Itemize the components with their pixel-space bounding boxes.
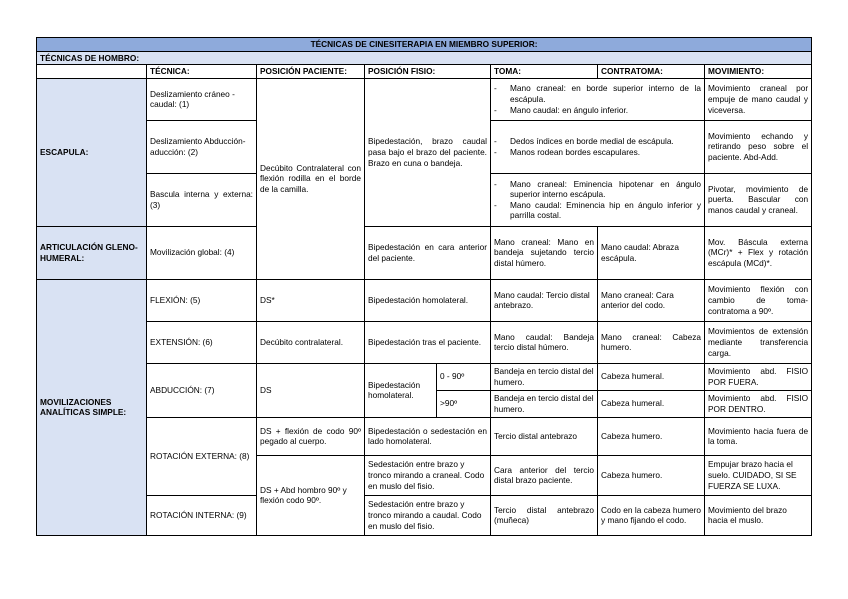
contratoma-cell: Cabeza humeral.	[598, 363, 705, 390]
toma-cell	[491, 78, 705, 120]
posicion-paciente-cell: Decúbito Contralateral con flexión rodilla en el borde de la camilla.	[257, 78, 365, 279]
movimiento-cell: Movimiento del brazo hacia el muslo.	[705, 495, 812, 535]
header-toma: TOMA:	[491, 65, 598, 79]
movimiento-cell: Movimiento abd. FISIO POR FUERA.	[705, 363, 812, 390]
movimiento-cell: Movimiento abd. FISIO POR DENTRO.	[705, 390, 812, 417]
category-gleno-humeral: ARTICULACIÓN GLENO-HUMERAL:	[37, 226, 147, 279]
posicion-paciente-cell: DS + Abd hombro 90º y flexión codo 90º.	[257, 455, 365, 535]
rango-cell: >90º	[437, 390, 491, 417]
table-title: TÉCNICAS DE CINESITERAPIA EN MIEMBRO SUPERIOR:	[37, 38, 812, 52]
posicion-fisio-cell: Bipedestación homolateral.	[365, 279, 491, 321]
toma-item: - Manos rodean bordes escapulares.	[494, 147, 701, 158]
toma-cell	[491, 173, 705, 226]
movimiento-cell: Mov. Báscula externa (MCr)* + Flex y rotación escápula (MCd)*.	[705, 226, 812, 279]
toma-item: - Mano craneal: en borde superior interno de la escápula.	[494, 83, 701, 104]
tecnica-cell: Bascula interna y externa: (3)	[147, 173, 257, 226]
toma-item: - Dedos índices en borde medial de escápula.	[494, 136, 701, 147]
movimiento-cell: Movimiento craneal por empuje de mano caudal y viceversa.	[705, 78, 812, 120]
category-escapula: ESCAPULA:	[37, 78, 147, 226]
posicion-fisio-cell: Bipedestación en cara anterior del paciente.	[365, 226, 491, 279]
toma-item: - Mano caudal: Eminencia hip en ángulo inferior y parrilla costal.	[494, 200, 701, 221]
header-posicion-paciente: POSICIÓN PACIENTE:	[257, 65, 365, 79]
posicion-fisio-cell: Bipedestación tras el paciente.	[365, 321, 491, 363]
toma-cell: Tercio distal antebrazo (muñeca)	[491, 495, 598, 535]
tecnica-cell: Movilización global: (4)	[147, 226, 257, 279]
toma-cell: Mano craneal: Mano en bandeja sujetando tercio distal húmero.	[491, 226, 598, 279]
tecnica-cell: ROTACIÓN EXTERNA: (8)	[147, 417, 257, 495]
toma-cell: Cara anterior del tercio distal brazo paciente.	[491, 455, 598, 495]
rango-cell: 0 - 90º	[437, 363, 491, 390]
toma-cell: Bandeja en tercio distal del humero.	[491, 390, 598, 417]
movimiento-cell: Movimiento echando y retirando peso sobre el paciente. Abd-Add.	[705, 120, 812, 173]
header-tecnica: TÉCNICA:	[147, 65, 257, 79]
tecnica-cell: Deslizamiento cráneo - caudal: (1)	[147, 78, 257, 120]
tecnica-cell: EXTENSIÓN: (6)	[147, 321, 257, 363]
toma-item: - Mano craneal: Eminencia hipotenar en ángulo superior interno escápula.	[494, 179, 701, 200]
header-movimiento: MOVIMIENTO:	[705, 65, 812, 79]
movimiento-cell: Movimiento flexión con cambio de toma-contratoma a 90º.	[705, 279, 812, 321]
posicion-fisio-cell: Sedestación entre brazo y tronco mirando a craneal. Codo en muslo del fisio.	[365, 455, 491, 495]
toma-cell	[491, 120, 705, 173]
contratoma-cell: Mano craneal: Cara anterior del codo.	[598, 279, 705, 321]
posicion-paciente-cell: Decúbito contralateral.	[257, 321, 365, 363]
contratoma-cell: Cabeza humero.	[598, 455, 705, 495]
posicion-paciente-cell: DS*	[257, 279, 365, 321]
toma-cell: Bandeja en tercio distal del humero.	[491, 363, 598, 390]
contratoma-cell: Cabeza humeral.	[598, 390, 705, 417]
contratoma-cell: Mano craneal: Cabeza humero.	[598, 321, 705, 363]
posicion-paciente-cell: DS	[257, 363, 365, 417]
toma-cell: Mano caudal: Bandeja tercio distal húmero.	[491, 321, 598, 363]
toma-item: - Mano caudal: en ángulo inferior.	[494, 105, 701, 116]
tecnica-cell: Deslizamiento Abducción-aducción: (2)	[147, 120, 257, 173]
movimiento-cell: Pivotar, movimiento de puerta. Bascular con manos caudal y craneal.	[705, 173, 812, 226]
posicion-fisio-cell: Bipedestación o sedestación en lado homolateral.	[365, 417, 491, 455]
posicion-paciente-cell: DS + flexión de codo 90º pegado al cuerpo.	[257, 417, 365, 455]
tecnica-cell: ABDUCCIÓN: (7)	[147, 363, 257, 417]
header-posicion-fisio: POSICIÓN FISIO:	[365, 65, 491, 79]
header-empty	[37, 65, 147, 79]
toma-cell: Tercio distal antebrazo	[491, 417, 598, 455]
tecnica-cell: FLEXIÓN: (5)	[147, 279, 257, 321]
section-title: TÉCNICAS DE HOMBRO:	[37, 51, 812, 65]
movimiento-cell: Movimientos de extensión mediante transferencia carga.	[705, 321, 812, 363]
header-contratoma: CONTRATOMA:	[598, 65, 705, 79]
posicion-fisio-cell: Sedestación entre brazo y tronco mirando a caudal. Codo en muslo del fisio.	[365, 495, 491, 535]
posicion-fisio-cell: Bipedestación, brazo caudal pasa bajo el brazo del paciente. Brazo en cuna o bandeja.	[365, 78, 491, 226]
movimiento-cell: Empujar brazo hacia el suelo. CUIDADO, SI SE FUERZA SE LUXA.	[705, 455, 812, 495]
contratoma-cell: Codo en la cabeza humero y mano fijando el codo.	[598, 495, 705, 535]
contratoma-cell: Mano caudal: Abraza escápula.	[598, 226, 705, 279]
category-analiticas: MOVILIZACIONES ANALÍTICAS SIMPLE:	[37, 279, 147, 535]
posicion-fisio-cell: Bipedestación homolateral.	[365, 363, 437, 417]
toma-cell: Mano caudal: Tercio distal antebrazo.	[491, 279, 598, 321]
tecnica-cell: ROTACIÓN INTERNA: (9)	[147, 495, 257, 535]
movimiento-cell: Movimiento hacia fuera de la toma.	[705, 417, 812, 455]
contratoma-cell: Cabeza humero.	[598, 417, 705, 455]
cinesiterapia-table	[36, 37, 812, 536]
